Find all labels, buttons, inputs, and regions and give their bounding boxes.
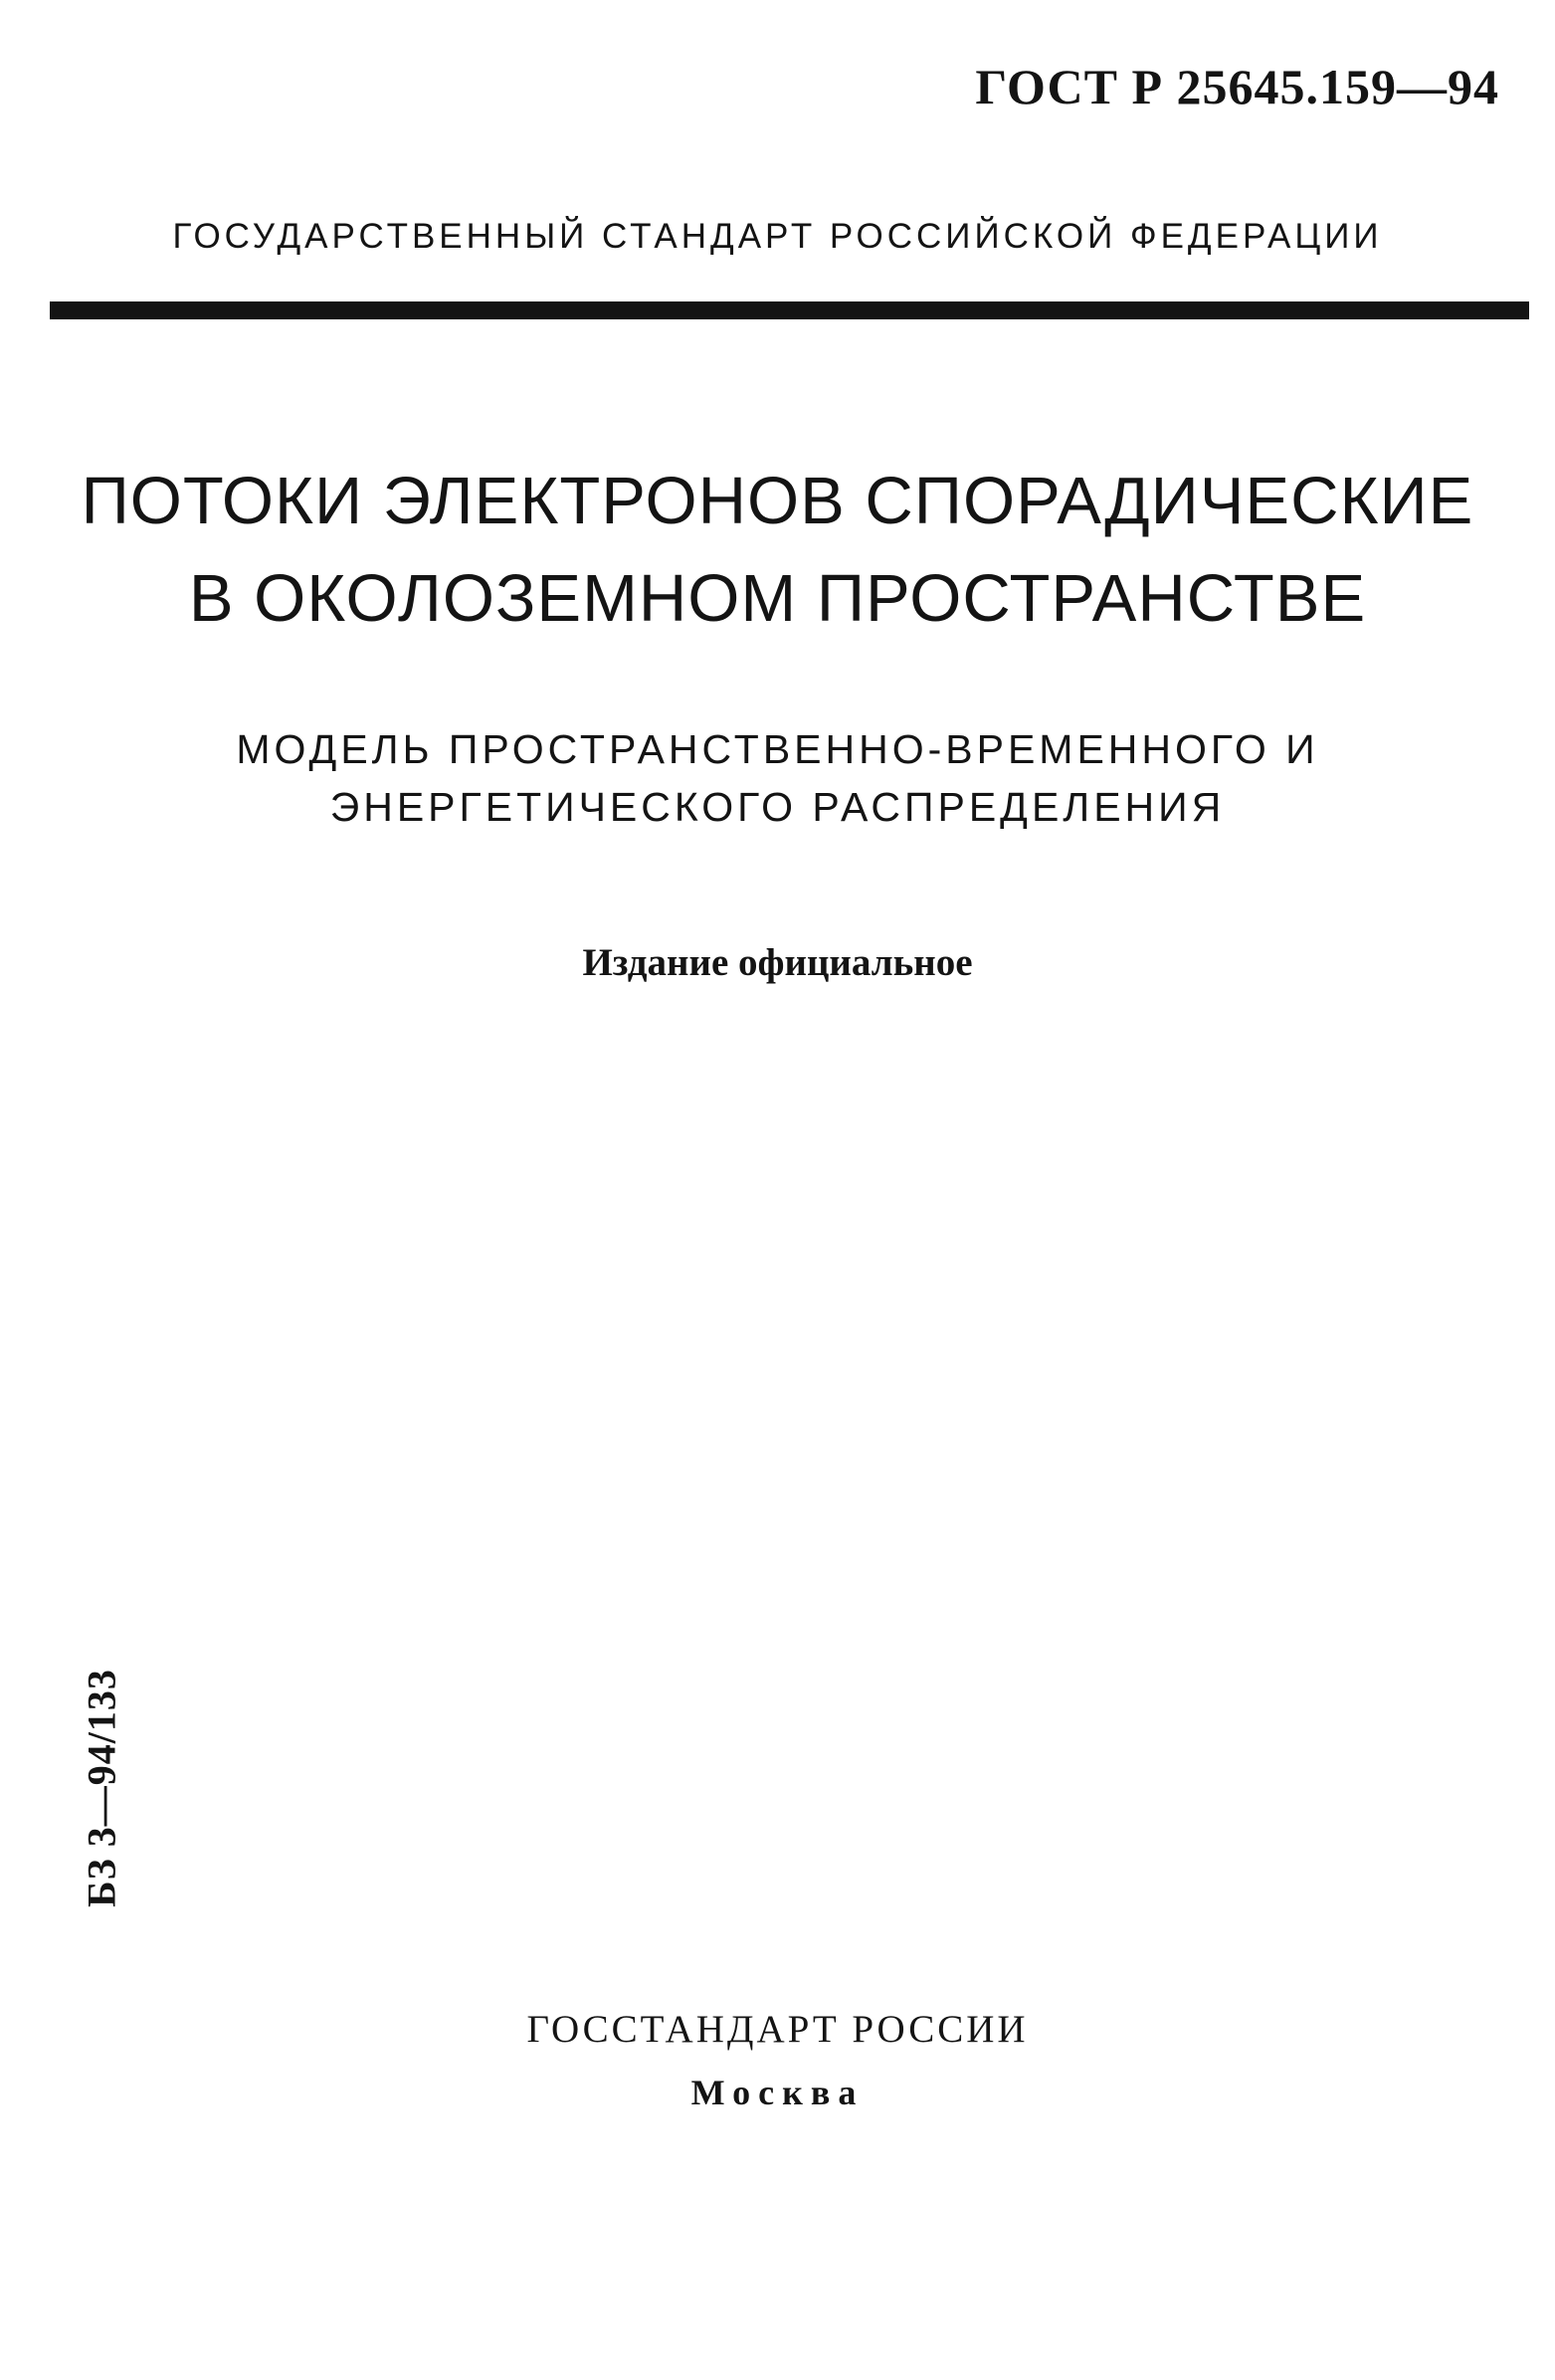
document-subtitle — [0, 720, 1555, 836]
title-line-2: В ОКОЛОЗЕМНОМ ПРОСТРАНСТВЕ — [188, 561, 1367, 636]
publisher: ГОССТАНДАРТ РОССИИ — [526, 2008, 1029, 2051]
standard-designation: ГОСТ Р 25645.159—94 — [975, 59, 1499, 114]
subtitle-line-2: ЭНЕРГЕТИЧЕСКОГО РАСПРЕДЕЛЕНИЯ — [329, 784, 1226, 830]
side-code — [72, 1624, 131, 1952]
publication-city: Москва — [690, 2073, 865, 2112]
side-code-text: БЗ 3—94/133 — [79, 1669, 124, 1907]
title-line-1: ПОТОКИ ЭЛЕКТРОНОВ СПОРАДИЧЕСКИЕ — [81, 464, 1474, 538]
standard-header: ГОСУДАРСТВЕННЫЙ СТАНДАРТ РОССИЙСКОЙ ФЕДЕРАЦИИ — [172, 217, 1383, 256]
edition-note: Издание официальное — [582, 941, 973, 984]
document-title — [0, 453, 1555, 648]
subtitle-line-1: МОДЕЛЬ ПРОСТРАНСТВЕННО-ВРЕМЕННОГО И — [236, 726, 1319, 772]
header-rule — [50, 301, 1529, 319]
